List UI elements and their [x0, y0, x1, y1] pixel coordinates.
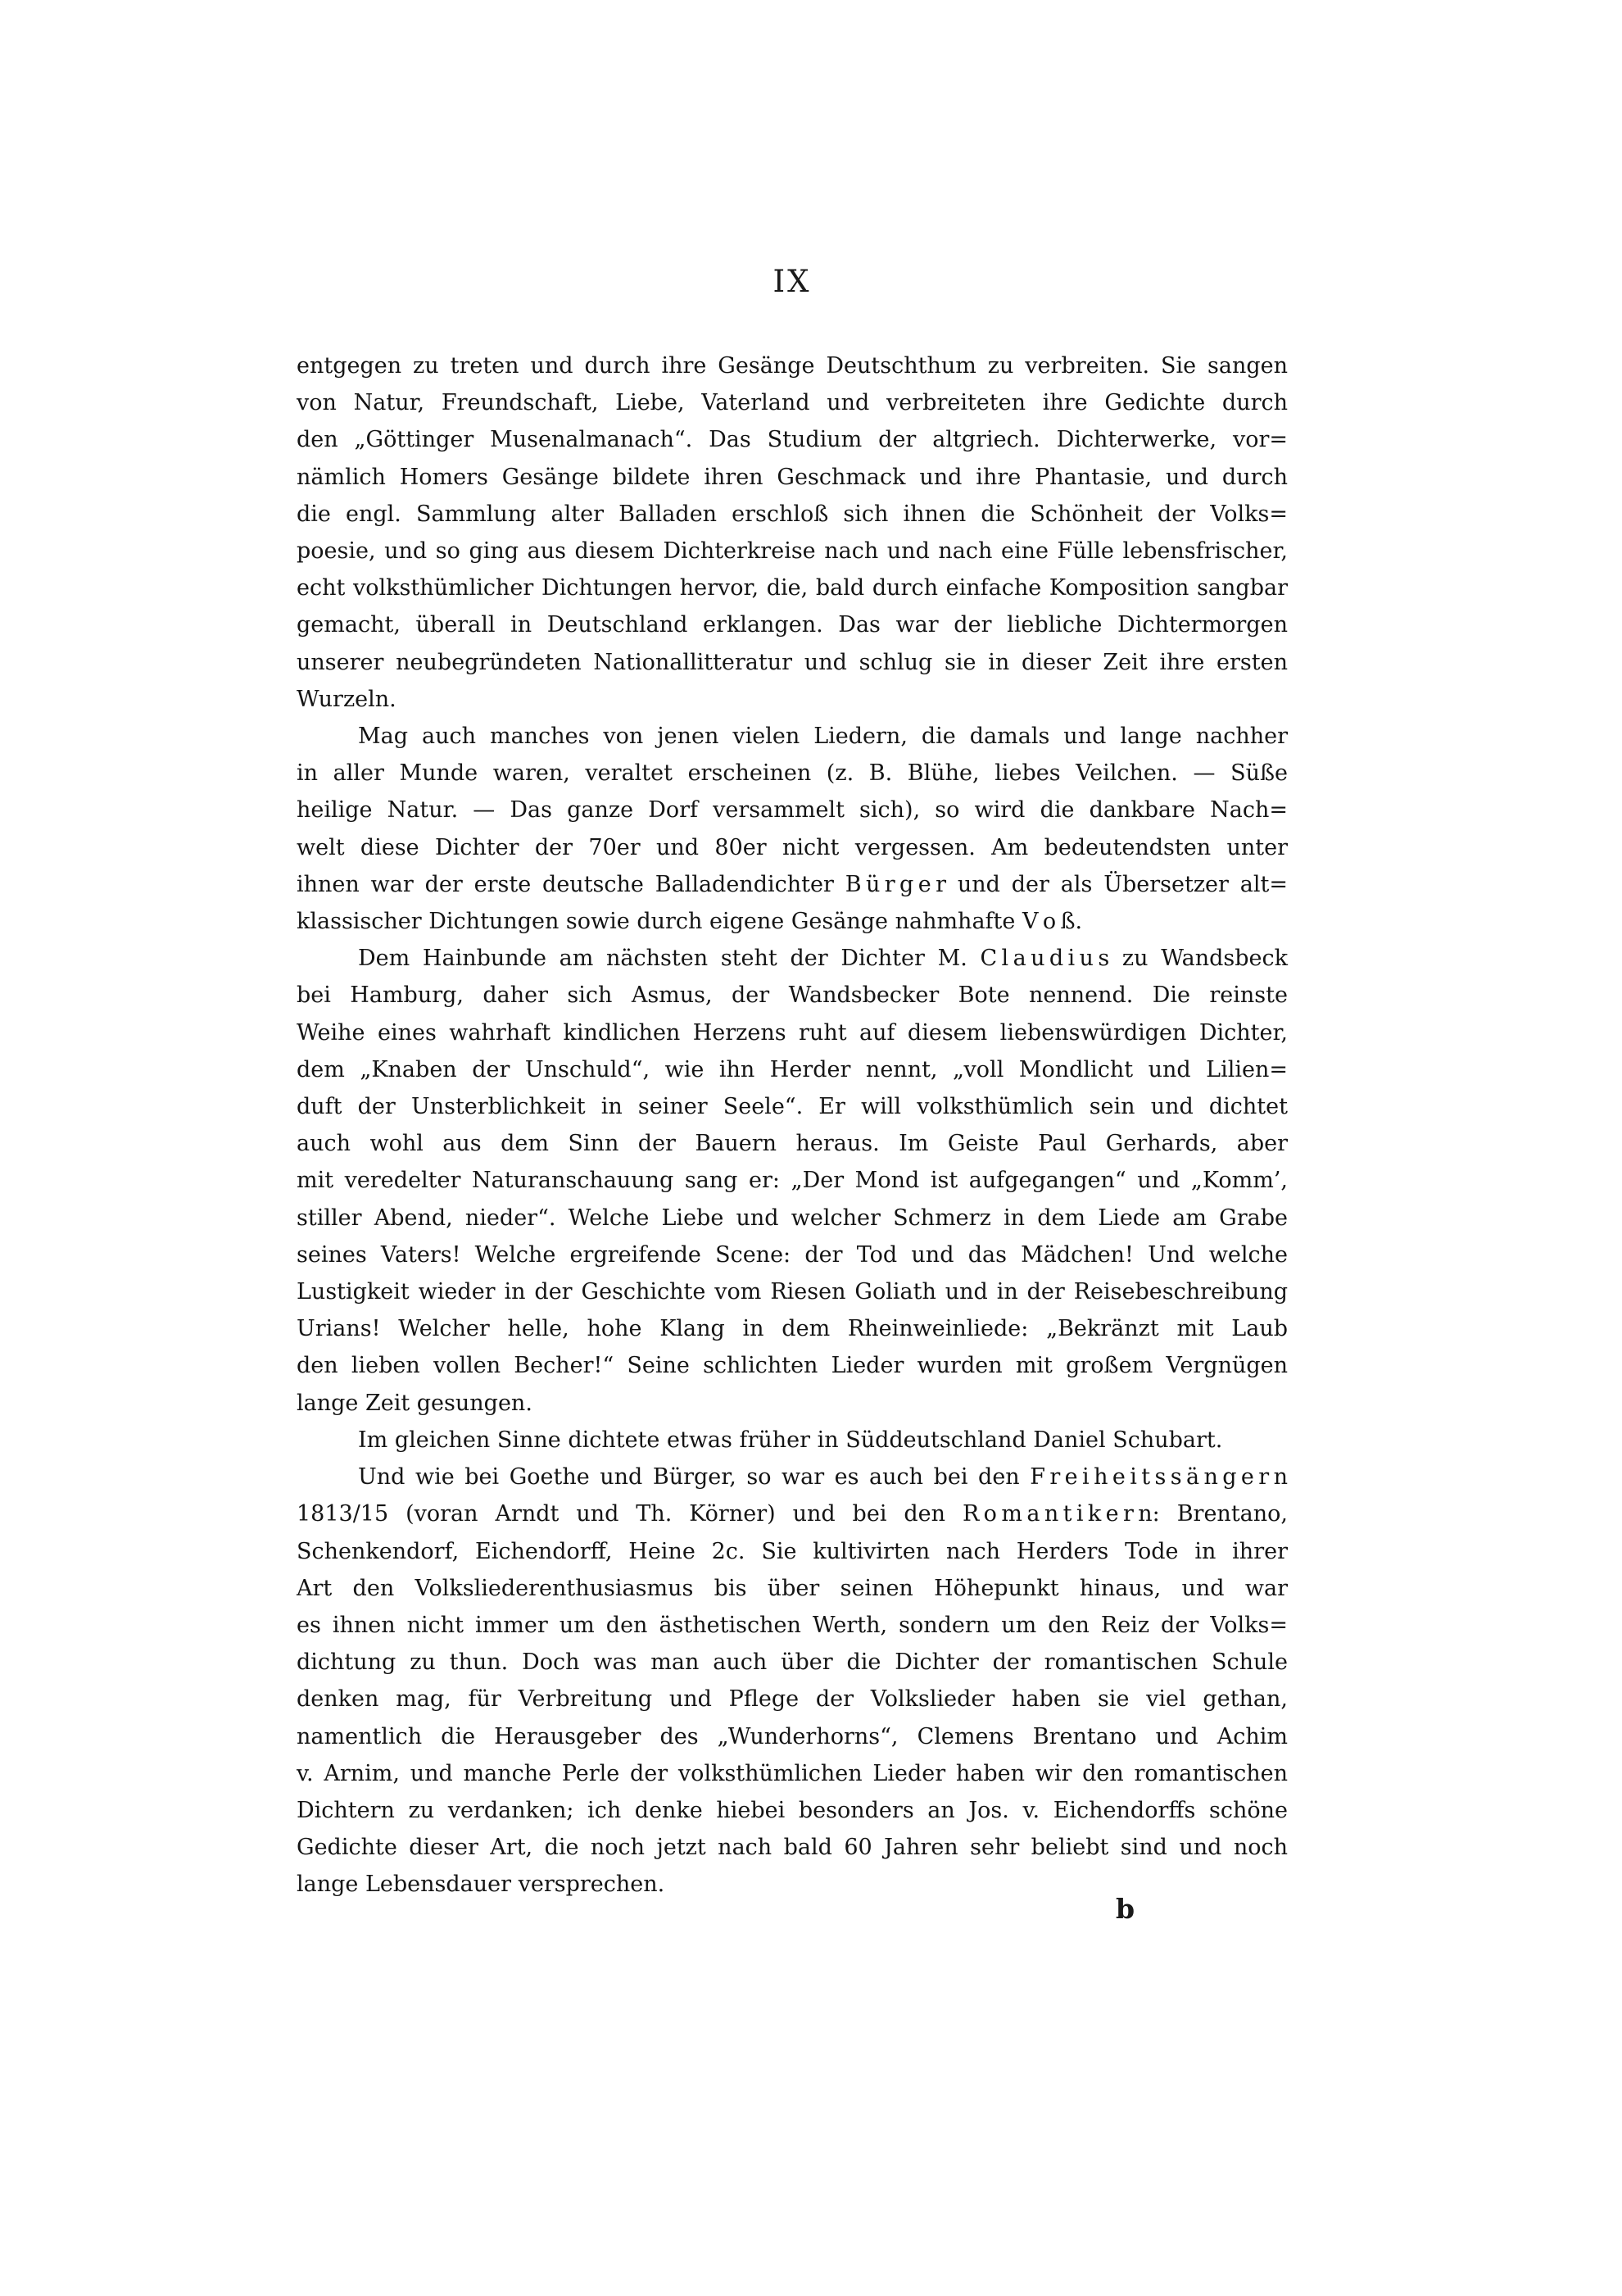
text-line: duft der Unsterblichkeit in seiner Seele“. Er will volksthümlich sein und dichtet	[297, 1094, 1288, 1120]
paragraph	[297, 718, 1288, 940]
text-line: Weihe eines wahrhaft kindlichen Herzens ruht auf diesem liebenswürdigen Dichter,	[297, 1019, 1288, 1046]
text-line: die engl. Sammlung alter Balladen erschloß sich ihnen die Schönheit der Volks=	[297, 501, 1288, 527]
text-line: stiller Abend, nieder“. Welche Liebe und welcher Schmerz in dem Liede am Grabe	[297, 1205, 1288, 1231]
text-line: lange Zeit gesungen.	[297, 1390, 532, 1416]
text-line: es ihnen nicht immer um den ästhetischen Werth, sondern um den Reiz der Volks=	[297, 1612, 1288, 1638]
text-line: welt diese Dichter der 70er und 80er nicht vergessen. Am bedeutendsten unter	[297, 834, 1288, 860]
paragraph	[297, 1422, 1288, 1459]
text-line: Mag auch manches von jenen vielen Liedern, die damals und lange nachher	[358, 724, 1288, 750]
text-line: Dichtern zu verdanken; ich denke hiebei besonders an Jos. v. Eichendorffs schöne	[297, 1797, 1288, 1823]
text-line: seines Vaters! Welche ergreifende Scene: der Tod und das Mädchen! Und welche	[297, 1241, 1288, 1268]
text-line: denken mag, für Verbreitung und Pflege der Volkslieder haben sie viel gethan,	[297, 1686, 1288, 1713]
paragraph	[297, 940, 1288, 1422]
text-line: den „Göttinger Musenalmanach“. Das Studium der altgriech. Dichterwerke, vor=	[297, 427, 1288, 453]
text-line: Urians! Welcher helle, hohe Klang in dem Rheinweinliede: „Bekränzt mit Laub	[297, 1316, 1288, 1342]
text-line: dichtung zu thun. Doch was man auch über die Dichter der romantischen Schule	[297, 1649, 1288, 1676]
text-line: von Natur, Freundschaft, Liebe, Vaterland und verbreiteten ihre Gedichte durch	[297, 390, 1288, 416]
text-line: Gedichte dieser Art, die noch jetzt nach bald 60 Jahren sehr beliebt sind und noch	[297, 1835, 1288, 1861]
text-line: namentlich die Herausgeber des „Wunderhorns“, Clemens Brentano und Achim	[297, 1723, 1288, 1749]
text-line: bei Hamburg, daher sich Asmus, der Wandsbecker Bote nennend. Die reinste	[297, 982, 1288, 1009]
text-line: Dem Hainbunde am nächsten steht der Dichter M. C l a u d i u s zu Wandsbeck	[358, 946, 1288, 972]
text-line: Lustigkeit wieder in der Geschichte vom Riesen Goliath und in der Reisebeschreibung	[297, 1279, 1288, 1305]
paragraph	[297, 1459, 1288, 1903]
text-line: Im gleichen Sinne dichtete etwas früher in Süddeutschland Daniel Schubart.	[358, 1427, 1223, 1453]
page-number: IX	[772, 264, 812, 299]
text-line: nämlich Homers Gesänge bildete ihren Geschmack und ihre Phantasie, und durch	[297, 464, 1288, 490]
text-line: in aller Munde waren, veraltet erscheinen (z. B. Blühe, liebes Veilchen. — Süße	[297, 760, 1288, 787]
text-line: den lieben vollen Becher!“ Seine schlichten Lieder wurden mit großem Vergnügen	[297, 1353, 1288, 1379]
text-line: 1813/15 (voran Arndt und Th. Körner) und bei den R o m a n t i k e r n: Brentano,	[297, 1501, 1288, 1527]
text-block	[297, 347, 1288, 1904]
text-line: gemacht, überall in Deutschland erklangen. Das war der liebliche Dichtermorgen	[297, 612, 1288, 638]
text-line: dem „Knaben der Unschuld“, wie ihn Herder nennt, „voll Mondlicht und Lilien=	[297, 1056, 1288, 1082]
text-line: lange Lebensdauer versprechen.	[297, 1872, 665, 1898]
text-line: v. Arnim, und manche Perle der volksthümlichen Lieder haben wir den romantischen	[297, 1760, 1288, 1786]
text-line: ihnen war der erste deutsche Balladendichter B ü r g e r und der als Übersetzer alt=	[297, 871, 1288, 897]
text-line: Art den Volksliederenthusiasmus bis über seinen Höhepunkt hinaus, und war	[297, 1575, 1288, 1601]
text-line: mit veredelter Naturanschauung sang er: „Der Mond ist aufgegangen“ und „Komm’,	[297, 1168, 1288, 1194]
paragraph	[297, 347, 1288, 718]
text-line: heilige Natur. — Das ganze Dorf versammelt sich), so wird die dankbare Nach=	[297, 797, 1288, 824]
text-line: echt volksthümlicher Dichtungen hervor, die, bald durch einfache Komposition sangbar	[297, 575, 1288, 601]
text-line: Wurzeln.	[297, 686, 396, 712]
signature-mark: b	[1116, 1893, 1135, 1925]
text-line: Und wie bei Goethe und Bürger, so war es auch bei den F r e i h e i t s s ä n g e r n	[358, 1464, 1288, 1491]
text-line: auch wohl aus dem Sinn der Bauern heraus. Im Geiste Paul Gerhards, aber	[297, 1131, 1288, 1157]
text-line: unserer neubegründeten Nationallitteratur und schlug sie in dieser Zeit ihre ersten	[297, 649, 1288, 675]
text-line: klassischer Dichtungen sowie durch eigene Gesänge nahmhafte V o ß.	[297, 909, 1083, 935]
text-line: poesie, und so ging aus diesem Dichterkreise nach und nach eine Fülle lebensfrischer,	[297, 538, 1288, 565]
text-line: Schenkendorf, Eichendorff, Heine 2c. Sie kultivirten nach Herders Tode in ihrer	[297, 1538, 1288, 1564]
text-line: entgegen zu treten und durch ihre Gesänge Deutschthum zu verbreiten. Sie sangen	[297, 353, 1288, 379]
